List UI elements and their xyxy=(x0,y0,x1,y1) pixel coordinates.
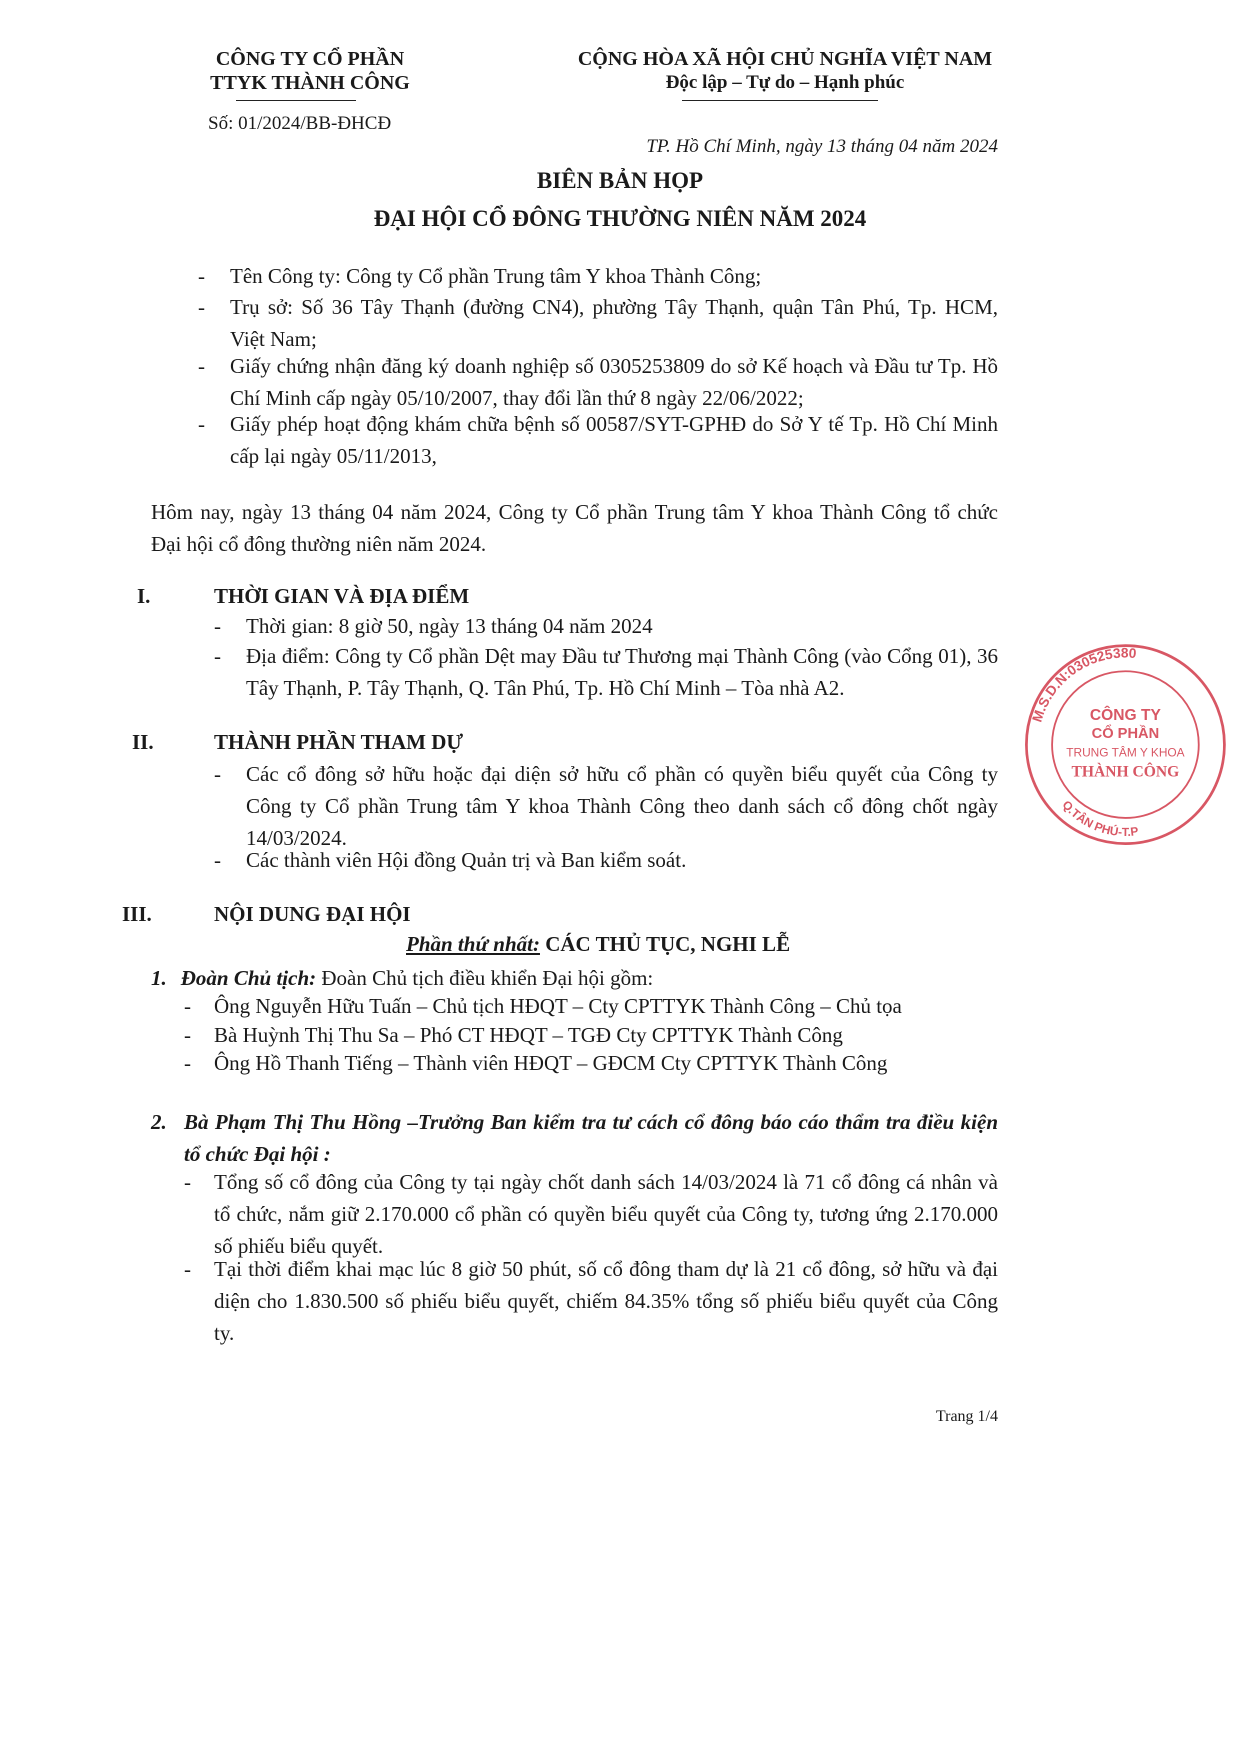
bullet-dash: - xyxy=(214,644,221,668)
attendee-board: Các thành viên Hội đồng Quản trị và Ban kiểm soát. xyxy=(246,848,687,872)
meeting-time: Thời gian: 8 giờ 50, ngày 13 tháng 04 năm 2024 xyxy=(246,614,653,638)
seal-line2: CỔ PHẦN xyxy=(1091,726,1160,743)
bullet-dash: - xyxy=(184,994,191,1018)
company-underline xyxy=(236,100,356,101)
section-title-time-place: THỜI GIAN VÀ ĐỊA ĐIỂM xyxy=(214,584,470,608)
company-info-name: Tên Công ty: Công ty Cổ phần Trung tâm Y khoa Thành Công; xyxy=(230,264,762,288)
presidium-member: Ông Nguyễn Hữu Tuấn – Chủ tịch HĐQT – Cty CPTTYK Thành Công – Chủ tọa xyxy=(214,994,902,1018)
place-and-date: TP. Hồ Chí Minh, ngày 13 tháng 04 năm 2024 xyxy=(646,136,998,157)
presidium-member: Bà Huỳnh Thị Thu Sa – Phó CT HĐQT – TGĐ Cty CPTTYK Thành Công xyxy=(214,1023,843,1047)
bullet-dash: - xyxy=(184,1170,191,1194)
bullet-dash: - xyxy=(214,614,221,638)
bullet-dash: - xyxy=(184,1051,191,1075)
section-title-content: NỘI DUNG ĐẠI HỘI xyxy=(214,902,411,926)
shareholder-total: Tổng số cổ đông của Công ty tại ngày chốt danh sách 14/03/2024 là 71 cổ đông cá nhân và tổ chức, nắm giữ 2.170.000 cổ phần có quyền biểu quyết của Công ty, tương ứng 2.170.000 số phiếu biểu quyết. xyxy=(214,1170,998,1258)
intro-paragraph: Hôm nay, ngày 13 tháng 04 năm 2024, Công ty Cổ phần Trung tâm Y khoa Thành Công tổ chức Đại hội cổ đông thường niên năm 2024. xyxy=(151,500,998,556)
seal-bottom: Q.TÂN PHÚ-T.P xyxy=(1059,797,1140,840)
bullet-dash: - xyxy=(214,762,221,786)
meeting-place: Địa điểm: Công ty Cổ phần Dệt may Đầu tư Thương mại Thành Công (vào Cổng 01), 36 Tây Thạnh, P. Tây Thạnh, Q. Tân Phú, Tp. Hồ Chí Minh – Tòa nhà A2. xyxy=(246,644,998,700)
bullet-dash: - xyxy=(198,264,205,288)
bullet-dash: - xyxy=(184,1257,191,1281)
bullet-dash: - xyxy=(198,295,205,319)
seal-line4: THÀNH CÔNG xyxy=(1071,763,1180,781)
document-subtitle: ĐẠI HỘI CỔ ĐÔNG THƯỜNG NIÊN NĂM 2024 xyxy=(373,206,867,231)
section-number-1: I. xyxy=(137,584,151,608)
section-number-3: III. xyxy=(122,902,152,926)
verification-heading: Bà Phạm Thị Thu Hồng –Trưởng Ban kiểm tra tư cách cổ đông báo cáo thẩm tra điều kiện tổ chức Đại hội : xyxy=(184,1110,998,1166)
seal-line3: TRUNG TÂM Y KHOA xyxy=(1066,745,1185,760)
presidium-heading: 1. Đoàn Chủ tịch: Đoàn Chủ tịch điều khiển Đại hội gồm: xyxy=(151,966,654,990)
motto-underline xyxy=(682,100,878,101)
bullet-dash: - xyxy=(184,1023,191,1047)
company-name-line2: TTYK THÀNH CÔNG xyxy=(210,72,410,94)
document-title: BIÊN BẢN HỌP xyxy=(536,168,704,193)
republic-name: CỘNG HÒA XÃ HỘI CHỦ NGHĨA VIỆT NAM xyxy=(577,48,993,70)
company-info-registration: Giấy chứng nhận đăng ký doanh nghiệp số 0305253809 do sở Kế hoạch và Đầu tư Tp. Hồ Chí Minh cấp ngày 05/10/2007, thay đổi lần thứ 8 ngày 22/06/2022; xyxy=(230,354,998,410)
bullet-dash: - xyxy=(198,354,205,378)
attendee-shareholders: Các cổ đông sở hữu hoặc đại diện sở hữu cổ phần có quyền biểu quyết của Công ty Công ty Cổ phần Trung tâm Y khoa Thành Công theo danh sách cổ đông chốt ngày 14/03/2024. xyxy=(246,762,998,850)
sub-2-number: 2. xyxy=(151,1110,167,1134)
company-seal xyxy=(980,630,1240,850)
seal-code: M.S.D.N:030525380 xyxy=(1029,645,1137,724)
seal-line1: CÔNG TY xyxy=(1089,706,1161,724)
presidium-member: Ông Hồ Thanh Tiếng – Thành viên HĐQT – GĐCM Cty CPTTYK Thành Công xyxy=(214,1051,888,1075)
company-info-address: Trụ sở: Số 36 Tây Thạnh (đường CN4), phường Tây Thạnh, quận Tân Phú, Tp. HCM, Việt Nam; xyxy=(230,295,998,351)
document-number: Số: 01/2024/BB-ĐHCĐ xyxy=(208,113,392,134)
company-info-license: Giấy phép hoạt động khám chữa bệnh số 00587/SYT-GPHĐ do Sở Y tế Tp. Hồ Chí Minh cấp lại ngày 05/11/2013, xyxy=(230,412,998,468)
bullet-dash: - xyxy=(198,412,205,436)
bullet-dash: - xyxy=(214,848,221,872)
page-number: Trang 1/4 xyxy=(935,1408,998,1425)
section-title-attendees: THÀNH PHẦN THAM DỰ xyxy=(214,730,464,754)
section-number-2: II. xyxy=(132,730,154,754)
part-one-heading: Phần thứ nhất: CÁC THỦ TỤC, NGHI LỄ xyxy=(406,932,791,956)
national-motto: Độc lập – Tự do – Hạnh phúc xyxy=(665,72,905,93)
company-name-line1: CÔNG TY CỔ PHẦN xyxy=(215,48,405,70)
attendance-ratio: Tại thời điểm khai mạc lúc 8 giờ 50 phút, số cổ đông tham dự là 21 cổ đông, sở hữu và đại diện cho 1.830.500 số phiếu biểu quyết, chiếm 84.35% tổng số phiếu biểu quyết của Công ty. xyxy=(214,1257,998,1345)
